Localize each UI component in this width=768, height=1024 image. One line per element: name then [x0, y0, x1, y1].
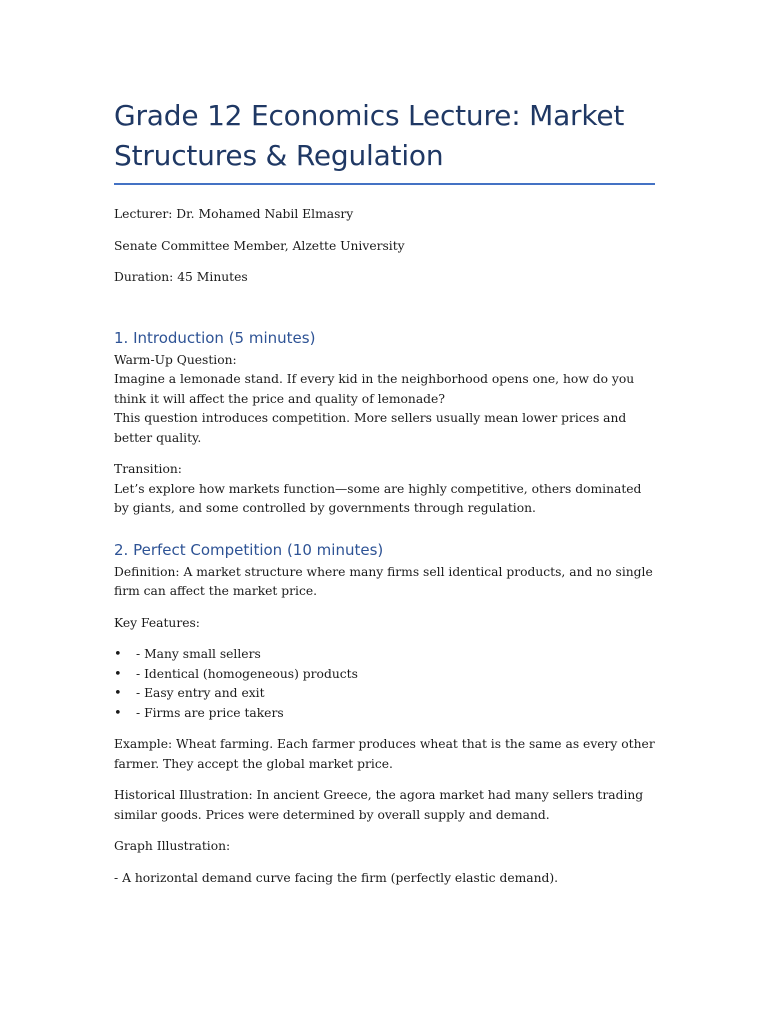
list-item: [114, 645, 655, 665]
list-item-text: - Easy entry and exit: [136, 686, 265, 700]
section-heading-perfect-competition: 2. Perfect Competition (10 minutes): [114, 540, 384, 559]
bullet-icon: •: [114, 647, 122, 662]
key-features-label: Key Features:: [114, 615, 200, 630]
graph-label: Graph Illustration:: [114, 839, 231, 853]
title-underline: [114, 183, 655, 185]
bullet-icon: •: [114, 705, 122, 721]
warmup-question: Imagine a lemonade stand. If every kid in the neighborhood opens one, how do you think it will affect the price and quality of lemonade?: [114, 372, 635, 406]
affiliation-line: Senate Committee Member, Alzette University: [114, 238, 405, 253]
list-item-text: - Identical (homogeneous) products: [136, 666, 358, 681]
duration-line: Duration: 45 Minutes: [114, 270, 248, 284]
list-item-text: - Many small sellers: [136, 647, 261, 661]
example-paragraph: Example: Wheat farming. Each farmer produces wheat that is the same as every other farmer. They accept the global market price.: [114, 737, 655, 771]
lecturer-line: Lecturer: Dr. Mohamed Nabil Elmasry: [114, 207, 354, 221]
bullet-icon: •: [114, 666, 122, 682]
spacer: [114, 288, 655, 328]
list-item: [114, 704, 655, 724]
warmup-note: This question introduces competition. More sellers usually mean lower prices and better quality.: [114, 411, 627, 445]
bullet-icon: •: [114, 686, 122, 701]
list-item: [114, 665, 655, 685]
document-page: [114, 96, 655, 888]
section-heading-introduction: 1. Introduction (5 minutes): [114, 328, 316, 347]
graph-point: - A horizontal demand curve facing the firm (perfectly elastic demand).: [114, 870, 559, 885]
transition-label: Transition:: [114, 462, 182, 476]
transition-text: Let’s explore how markets function—some are highly competitive, others dominated by giants, and some controlled by governments through regulation.: [114, 481, 642, 515]
key-features-list: [114, 645, 655, 723]
document-title: Grade 12 Economics Lecture: Market Structures & Regulation: [114, 99, 625, 172]
list-item: [114, 684, 655, 704]
warmup-label: Warm-Up Question:: [114, 352, 237, 367]
list-item-text: - Firms are price takers: [136, 705, 284, 720]
definition-paragraph: Definition: A market structure where many firms sell identical products, and no single firm can affect the market price.: [114, 564, 653, 598]
spacer: [114, 519, 655, 540]
historical-paragraph: Historical Illustration: In ancient Greece, the agora market had many sellers trading similar goods. Prices were determined by overall supply and demand.: [114, 788, 644, 822]
